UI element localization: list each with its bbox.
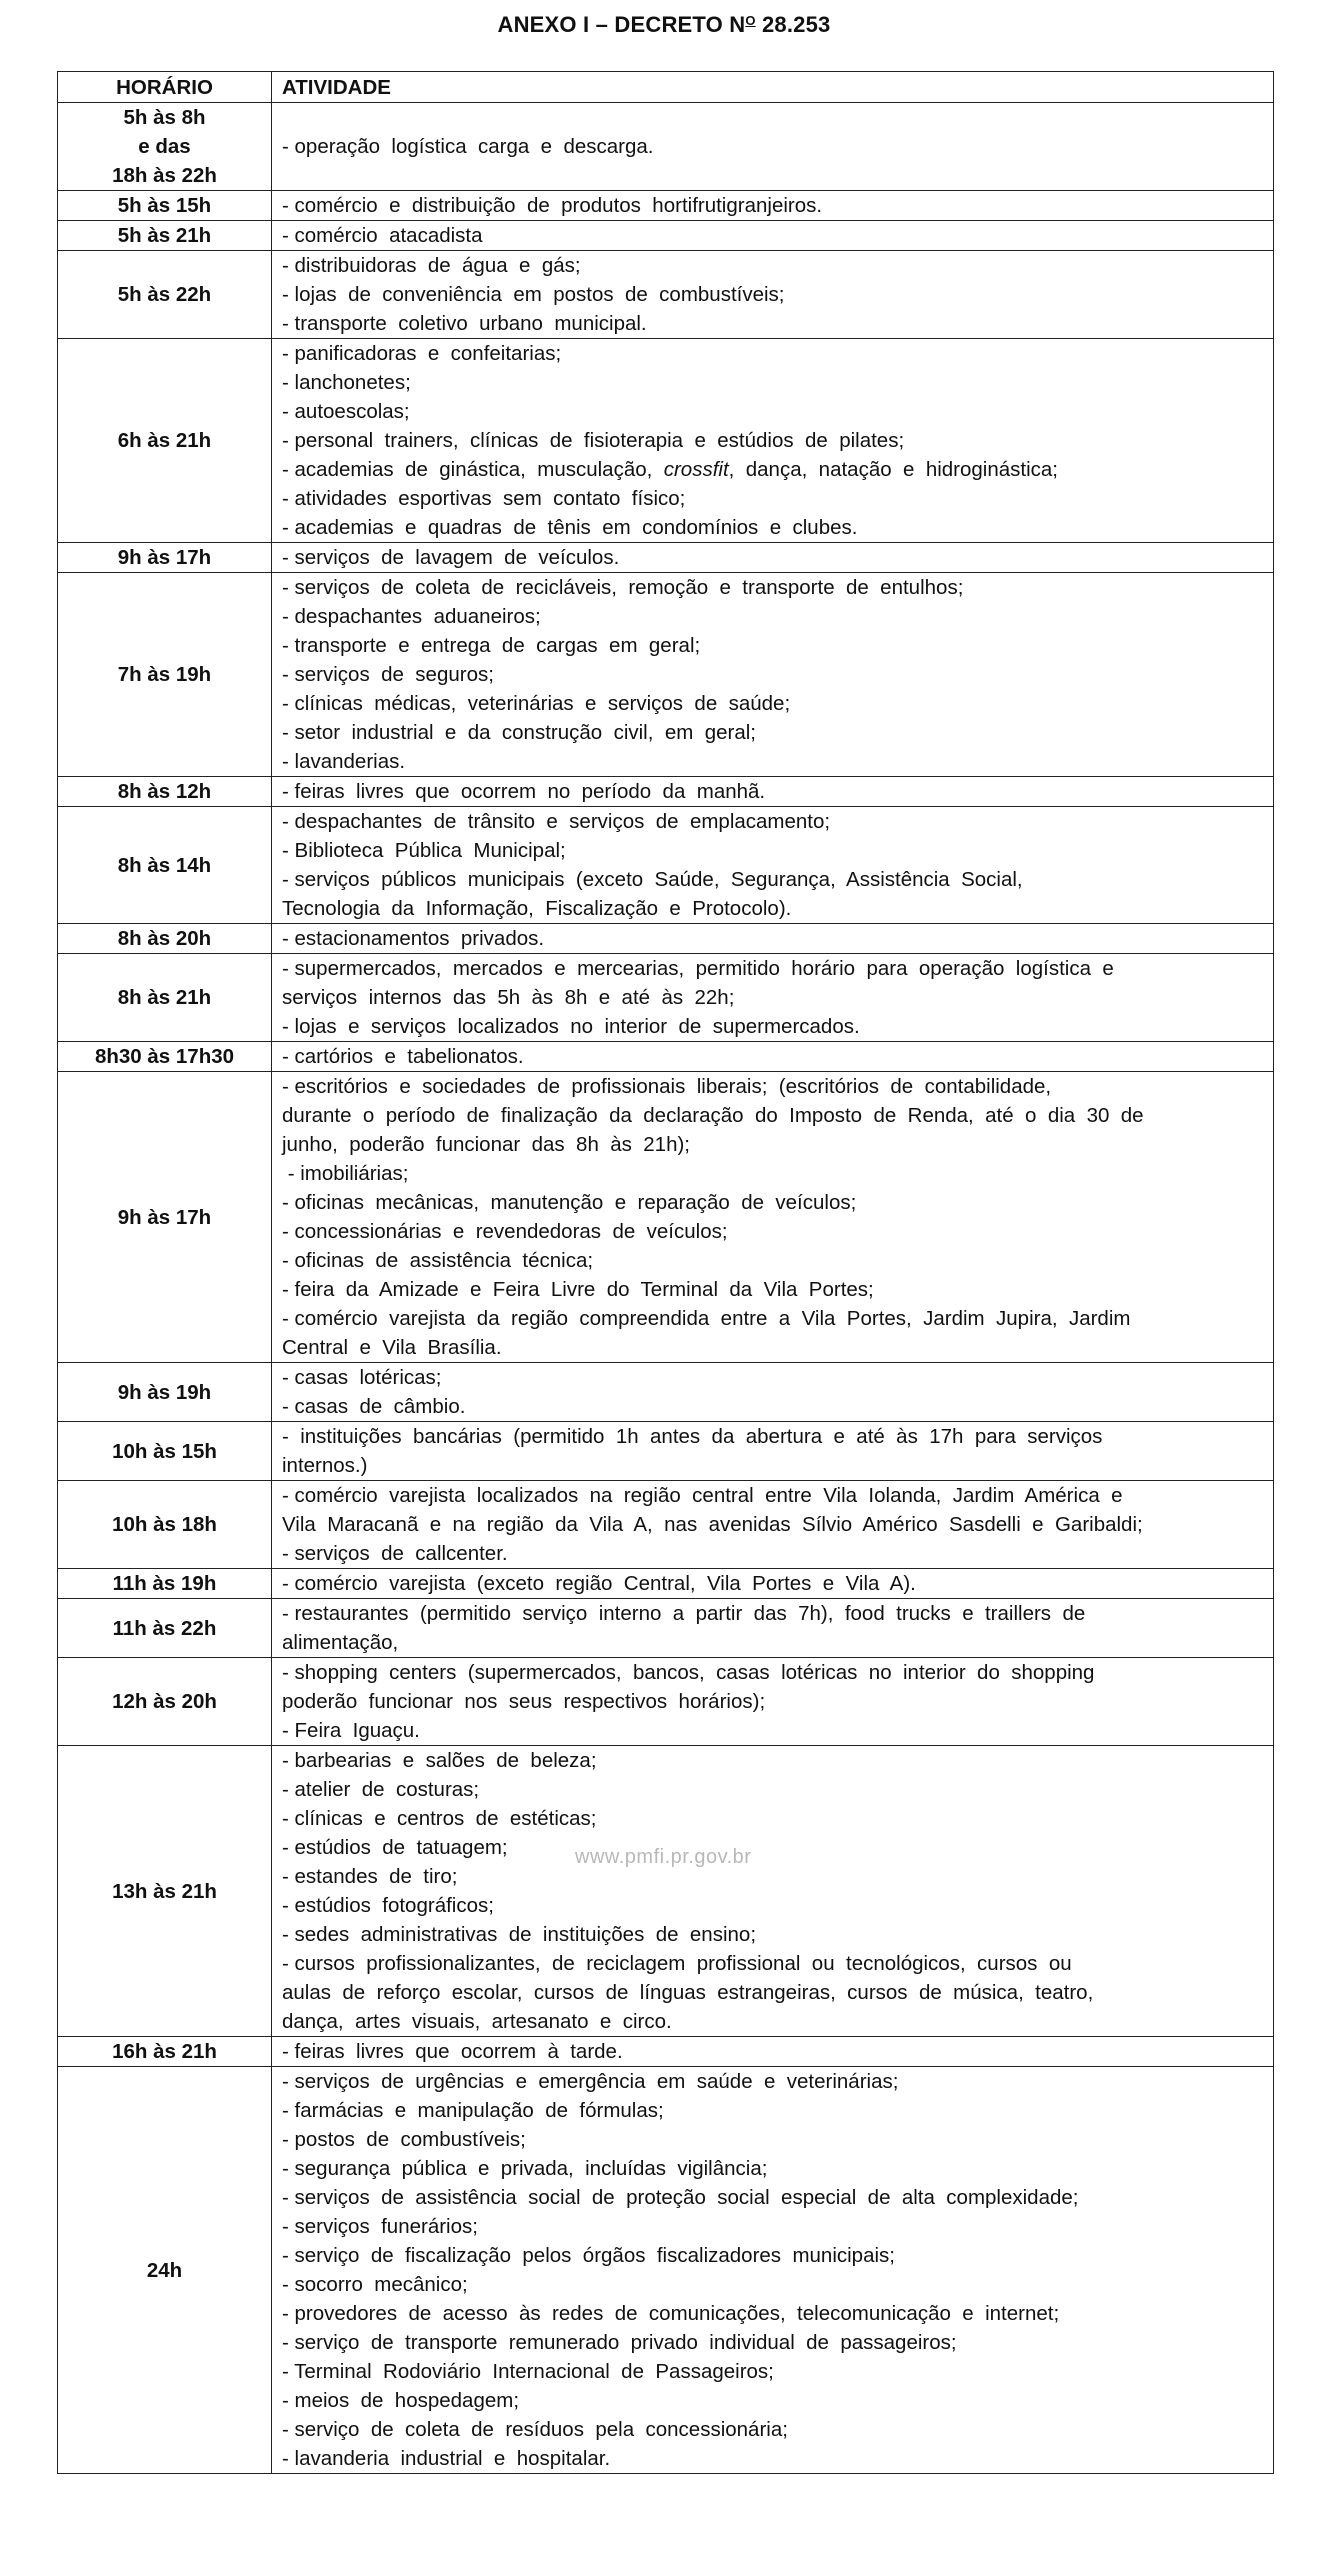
- time-cell: 8h às 12h: [58, 777, 272, 807]
- activity-line: - casas de câmbio.: [282, 1395, 466, 1418]
- activity-line: aulas de reforço escolar, cursos de línguas estrangeiras, cursos de música, teatro,: [282, 1981, 1094, 2004]
- table-row: [58, 221, 1274, 251]
- activity-line: - operação logística carga e descarga.: [282, 135, 654, 158]
- activity-line: - serviços de lavagem de veículos.: [282, 546, 620, 569]
- activity-line: - transporte e entrega de cargas em geral;: [282, 634, 701, 657]
- activity-line: - lanchonetes;: [282, 371, 411, 394]
- activity-line: - estandes de tiro;: [282, 1865, 458, 1888]
- activity-cell: [272, 954, 1274, 1042]
- time-cell: 10h às 18h: [58, 1481, 272, 1569]
- activity-line: - lojas e serviços localizados no interior de supermercados.: [282, 1015, 860, 1038]
- activity-line: - academias e quadras de tênis em condomínios e clubes.: [282, 516, 858, 539]
- activity-line: - serviços públicos municipais (exceto Saúde, Segurança, Assistência Social,: [282, 868, 1023, 891]
- time-cell: 12h às 20h: [58, 1658, 272, 1746]
- table-row: [58, 954, 1274, 1042]
- activity-cell: [272, 777, 1274, 807]
- time-cell: 6h às 21h: [58, 339, 272, 543]
- time-cell: 5h às 21h: [58, 221, 272, 251]
- activity-line: - feiras livres que ocorrem à tarde.: [282, 2040, 623, 2063]
- table-row: [58, 251, 1274, 339]
- table-row: [58, 1363, 1274, 1422]
- time-cell: 9h às 17h: [58, 543, 272, 573]
- title-number: 28.253: [755, 12, 831, 37]
- time-cell: 8h às 21h: [58, 954, 272, 1042]
- time-cell: 5h às 22h: [58, 251, 272, 339]
- activity-cell: [272, 1042, 1274, 1072]
- activity-line: internos.): [282, 1454, 368, 1477]
- table-row: [58, 573, 1274, 777]
- activity-cell: [272, 2037, 1274, 2067]
- activity-line: - feira da Amizade e Feira Livre do Terminal da Vila Portes;: [282, 1278, 874, 1301]
- activity-line: - oficinas mecânicas, manutenção e reparação de veículos;: [282, 1191, 857, 1214]
- time-cell: 9h às 17h: [58, 1072, 272, 1363]
- activity-cell: [272, 1363, 1274, 1422]
- table-row: [58, 1569, 1274, 1599]
- activity-cell: [272, 1746, 1274, 2037]
- activity-line: - serviços de callcenter.: [282, 1542, 508, 1565]
- activity-line: - socorro mecânico;: [282, 2273, 468, 2296]
- document-title: [0, 12, 1328, 38]
- activity-cell: [272, 924, 1274, 954]
- activity-line: - serviços de assistência social de proteção social especial de alta complexidade;: [282, 2186, 1079, 2209]
- table-header-row: [58, 72, 1274, 103]
- activity-line: - farmácias e manipulação de fórmulas;: [282, 2099, 664, 2122]
- activity-line: - segurança pública e privada, incluídas vigilância;: [282, 2157, 768, 2180]
- activity-line: - comércio varejista (exceto região Central, Vila Portes e Vila A).: [282, 1572, 916, 1595]
- activity-line: dança, artes visuais, artesanato e circo.: [282, 2010, 672, 2033]
- activity-line: - cartórios e tabelionatos.: [282, 1045, 524, 1068]
- activity-line: - meios de hospedagem;: [282, 2389, 520, 2412]
- activity-line: - escritórios e sociedades de profissionais liberais; (escritórios de contabilidade,: [282, 1075, 1052, 1098]
- table-row: [58, 1481, 1274, 1569]
- table-row: [58, 1599, 1274, 1658]
- time-cell: 10h às 15h: [58, 1422, 272, 1481]
- table-row: [58, 1422, 1274, 1481]
- time-cell: 11h às 22h: [58, 1599, 272, 1658]
- table-row: [58, 2037, 1274, 2067]
- activity-line: - setor industrial e da construção civil, em geral;: [282, 721, 756, 744]
- activity-line: Tecnologia da Informação, Fiscalização e Protocolo).: [282, 897, 792, 920]
- activity-line: - clínicas e centros de estéticas;: [282, 1807, 597, 1830]
- table-row: [58, 1658, 1274, 1746]
- activity-line: - transporte coletivo urbano municipal.: [282, 312, 647, 335]
- activity-cell: [272, 103, 1274, 191]
- time-cell: 8h às 14h: [58, 807, 272, 924]
- activity-line: - serviço de transporte remunerado privado individual de passageiros;: [282, 2331, 957, 2354]
- time-cell: 5h às 8h e das 18h às 22h: [58, 103, 272, 191]
- activity-cell: [272, 2067, 1274, 2474]
- activity-line: - serviço de fiscalização pelos órgãos fiscalizadores municipais;: [282, 2244, 895, 2267]
- activity-line: - lojas de conveniência em postos de combustíveis;: [282, 283, 785, 306]
- activity-line: - atelier de costuras;: [282, 1778, 480, 1801]
- activity-line: - comércio atacadista: [282, 224, 483, 247]
- title-prefix: ANEXO I – DECRETO N: [497, 12, 746, 37]
- activity-line: - supermercados, mercados e mercearias, permitido horário para operação logística e: [282, 957, 1114, 980]
- table-row: [58, 103, 1274, 191]
- activity-line: alimentação,: [282, 1631, 399, 1654]
- activity-line: - serviços funerários;: [282, 2215, 478, 2238]
- activity-line: - comércio varejista localizados na região central entre Vila Iolanda, Jardim América e: [282, 1484, 1123, 1507]
- activity-line: - comércio varejista da região compreendida entre a Vila Portes, Jardim Jupira, Jardim: [282, 1307, 1131, 1330]
- activity-line: Vila Maracanã e na região da Vila A, nas avenidas Sílvio Américo Sasdelli e Garibaldi;: [282, 1513, 1143, 1536]
- activity-line: Central e Vila Brasília.: [282, 1336, 502, 1359]
- activity-line: - serviços de urgências e emergência em saúde e veterinárias;: [282, 2070, 899, 2093]
- activity-line: - Terminal Rodoviário Internacional de Passageiros;: [282, 2360, 774, 2383]
- activity-line: - serviços de coleta de recicláveis, remoção e transporte de entulhos;: [282, 576, 964, 599]
- time-cell: 9h às 19h: [58, 1363, 272, 1422]
- activity-line: - postos de combustíveis;: [282, 2128, 526, 2151]
- activity-line: - academias de ginástica, musculação, crossfit, dança, natação e hidroginástica;: [282, 458, 1059, 481]
- time-cell: 24h: [58, 2067, 272, 2474]
- activity-line: - atividades esportivas sem contato físico;: [282, 487, 686, 510]
- activity-line: - serviços de seguros;: [282, 663, 494, 686]
- activity-line: - provedores de acesso às redes de comunicações, telecomunicação e internet;: [282, 2302, 1060, 2325]
- activity-line: - oficinas de assistência técnica;: [282, 1249, 594, 1272]
- activity-line: - panificadoras e confeitarias;: [282, 342, 562, 365]
- activity-cell: [272, 339, 1274, 543]
- table-row: [58, 191, 1274, 221]
- activity-line: - instituições bancárias (permitido 1h antes da abertura e até às 17h para serviços: [282, 1425, 1103, 1448]
- table-row: [58, 924, 1274, 954]
- watermark: www.pmfi.pr.gov.br: [575, 1846, 752, 1868]
- time-cell: 13h às 21h: [58, 1746, 272, 2037]
- activity-line: - estacionamentos privados.: [282, 927, 545, 950]
- table-row: [58, 1042, 1274, 1072]
- activity-cell: [272, 807, 1274, 924]
- title-superscript: O: [745, 13, 756, 28]
- activity-line: - imobiliárias;: [282, 1162, 409, 1185]
- activity-line: poderão funcionar nos seus respectivos horários);: [282, 1690, 766, 1713]
- activity-line: - concessionárias e revendedoras de veículos;: [282, 1220, 728, 1243]
- table-row: [58, 543, 1274, 573]
- activity-line: - lavanderias.: [282, 750, 406, 773]
- activity-cell: [272, 221, 1274, 251]
- time-cell: 8h30 às 17h30: [58, 1042, 272, 1072]
- activity-line: - distribuidoras de água e gás;: [282, 254, 581, 277]
- activity-cell: [272, 1422, 1274, 1481]
- table-body: [58, 103, 1274, 2474]
- table-row: [58, 777, 1274, 807]
- activity-line: - cursos profissionalizantes, de reciclagem profissional ou tecnológicos, cursos ou: [282, 1952, 1072, 1975]
- table-row: [58, 1072, 1274, 1363]
- activity-line: - Biblioteca Pública Municipal;: [282, 839, 566, 862]
- activity-line: - lavanderia industrial e hospitalar.: [282, 2447, 611, 2470]
- activity-cell: [272, 1599, 1274, 1658]
- activity-line: - Feira Iguaçu.: [282, 1719, 420, 1742]
- table-row: [58, 1746, 1274, 2037]
- activity-line: - clínicas médicas, veterinárias e serviços de saúde;: [282, 692, 791, 715]
- table-row: [58, 2067, 1274, 2474]
- header-horario: HORÁRIO: [58, 72, 272, 103]
- activity-line: - estúdios de tatuagem;: [282, 1836, 508, 1859]
- time-cell: 11h às 19h: [58, 1569, 272, 1599]
- schedule-table: [57, 71, 1274, 2474]
- activity-cell: [272, 191, 1274, 221]
- activity-line: - personal trainers, clínicas de fisioterapia e estúdios de pilates;: [282, 429, 905, 452]
- activity-line: - despachantes de trânsito e serviços de emplacamento;: [282, 810, 831, 833]
- table-row: [58, 807, 1274, 924]
- activity-cell: [272, 543, 1274, 573]
- activity-line: - barbearias e salões de beleza;: [282, 1749, 597, 1772]
- activity-cell: [272, 573, 1274, 777]
- activity-line: - autoescolas;: [282, 400, 410, 423]
- header-atividade: ATIVIDADE: [272, 72, 1274, 103]
- table-row: [58, 339, 1274, 543]
- time-cell: 7h às 19h: [58, 573, 272, 777]
- activity-line: - feiras livres que ocorrem no período da manhã.: [282, 780, 766, 803]
- activity-line: - shopping centers (supermercados, bancos, casas lotéricas no interior do shopping: [282, 1661, 1095, 1684]
- activity-line: junho, poderão funcionar das 8h às 21h);: [282, 1133, 690, 1156]
- activity-line: - casas lotéricas;: [282, 1366, 442, 1389]
- activity-line: - estúdios fotográficos;: [282, 1894, 494, 1917]
- time-cell: 8h às 20h: [58, 924, 272, 954]
- time-cell: 16h às 21h: [58, 2037, 272, 2067]
- activity-line: - comércio e distribuição de produtos hortifrutigranjeiros.: [282, 194, 823, 217]
- activity-cell: [272, 1481, 1274, 1569]
- activity-cell: [272, 1569, 1274, 1599]
- activity-cell: [272, 251, 1274, 339]
- activity-cell: [272, 1658, 1274, 1746]
- activity-line: - serviço de coleta de resíduos pela concessionária;: [282, 2418, 788, 2441]
- time-cell: 5h às 15h: [58, 191, 272, 221]
- activity-line: - despachantes aduaneiros;: [282, 605, 541, 628]
- activity-line: serviços internos das 5h às 8h e até às 22h;: [282, 986, 735, 1009]
- activity-line: - restaurantes (permitido serviço interno a partir das 7h), food trucks e traillers de: [282, 1602, 1086, 1625]
- activity-line: - sedes administrativas de instituições de ensino;: [282, 1923, 757, 1946]
- activity-line: durante o período de finalização da declaração do Imposto de Renda, até o dia 30 de: [282, 1104, 1144, 1127]
- activity-cell: [272, 1072, 1274, 1363]
